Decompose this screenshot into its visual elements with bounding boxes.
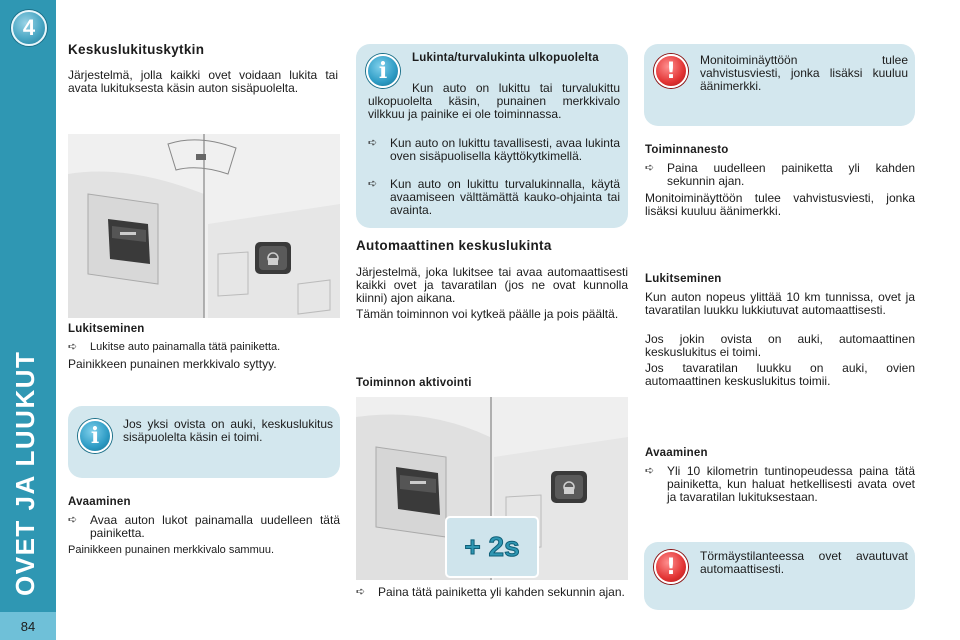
automatic-locking-default: Tämän toiminnon voi kytkeä päälle ja pois päältä. <box>356 307 619 321</box>
lock-result: Painikkeen punainen merkkivalo syttyy. <box>68 357 277 371</box>
open-bullet <box>68 514 340 540</box>
bullet-arrow-icon: ➪ <box>68 514 78 526</box>
info-box-bullet-2 <box>368 178 620 217</box>
automatic-locking-intro: Järjestelmä, joka lukitsee tai avaa automaattisesti kaikki ovet ja tavaratilan (jos ne ovat kunnolla kiinni) ajon aikana. <box>356 265 628 305</box>
activation-bullet <box>356 586 628 599</box>
info-box-external-locking-text: Kun auto on lukittu tai turvalukittu ulkopuolelta käsin, punainen merkkivalo vilkkuu ja painike ei ole toiminnassa. <box>368 81 620 121</box>
auto-open-bullet <box>645 465 915 504</box>
info-box-door-open <box>68 406 340 478</box>
auto-open-bullet-text: Yli 10 kilometrin tuntinopeudessa paina tätä painiketta, kun haluat hetkellisesti avata ovet ja tavaratilan lukituksestaan. <box>667 464 915 504</box>
page-number: 84 <box>20 618 36 634</box>
bullet-arrow-icon: ➪ <box>645 465 655 477</box>
page-number-box <box>0 612 56 640</box>
central-locking-intro: Järjestelmä, jolla kaikki ovet voidaan lukita tai avata lukituksesta käsin auton sisäpuolelta. <box>68 68 338 95</box>
warning-box-collision <box>644 542 915 610</box>
bullet-arrow-icon: ➪ <box>368 137 378 149</box>
press-duration-label: + 2s <box>464 531 520 562</box>
activation-bullet-text: Paina tätä painiketta yli kahden sekunnin ajan. <box>378 585 625 599</box>
bullet-arrow-icon: ➪ <box>68 341 78 353</box>
bullet-arrow-icon: ➪ <box>645 162 655 174</box>
warning-icon: ! <box>654 550 688 584</box>
chapter-title: OVET JA LUUKUT <box>10 350 40 596</box>
warning-box-collision-text: Törmäystilanteessa ovet avautuvat automaattisesti. <box>700 549 908 576</box>
activation-heading: Toiminnon aktivointi <box>356 377 472 389</box>
dashboard-button-illustration-2 <box>356 397 628 580</box>
warning-icon: ! <box>654 54 688 88</box>
section-title-automatic-locking: Automaattinen keskuslukinta <box>356 238 552 253</box>
open-bullet-text: Avaa auton lukot painamalla uudelleen tätä painiketta. <box>90 513 340 540</box>
dashboard-button-illustration-1 <box>68 134 340 318</box>
warning-box-confirmation <box>644 44 915 126</box>
auto-lock-paragraph-1: Kun auton nopeus ylittää 10 km tunnissa, ovet ja tavaratilan luukku lukkiutuvat automaattisesti. <box>645 290 915 317</box>
deactivation-bullet <box>645 162 915 188</box>
chapter-number: 4 <box>22 15 36 40</box>
info-box-door-open-text: Jos yksi ovista on auki, keskuslukitus sisäpuolelta käsin ei toimi. <box>123 417 333 444</box>
info-icon: i <box>366 54 400 88</box>
bullet-arrow-icon: ➪ <box>356 586 366 598</box>
chapter-badge <box>11 10 47 46</box>
info-icon: i <box>78 419 112 453</box>
open-result: Painikkeen punainen merkkivalo sammuu. <box>68 544 275 556</box>
auto-open-heading: Avaaminen <box>645 447 708 459</box>
auto-lock-paragraph-2: Jos jokin ovista on auki, automaattinen keskuslukitus ei toimi. <box>645 332 915 359</box>
info-box-bullet-1-text: Kun auto on lukittu tavallisesti, avaa lukinta oven sisäpuolisella käyttökytkimellä. <box>390 136 620 163</box>
warning-box-confirmation-text: Monitoiminäyttöön tulee vahvistusviesti, jonka lisäksi kuuluu äänimerkki. <box>700 53 908 93</box>
bullet-arrow-icon: ➪ <box>368 178 378 190</box>
deactivation-heading: Toiminnanesto <box>645 144 729 156</box>
auto-lock-paragraph-3: Jos tavaratilan luukku on auki, ovien automaattinen keskuslukitus toimii. <box>645 361 915 388</box>
open-heading: Avaaminen <box>68 496 131 508</box>
chapter-sidebar <box>0 0 56 640</box>
info-box-external-locking <box>356 44 628 228</box>
lock-bullet-text: Lukitse auto painamalla tätä painiketta. <box>90 341 281 353</box>
info-box-bullet-2-text: Kun auto on lukittu turvalukinnalla, käytä avaamiseen välttämättä kauko-ohjainta tai avainta. <box>390 177 620 217</box>
info-box-bullet-1 <box>368 137 620 163</box>
info-box-external-locking-title: Lukinta/turvalukinta ulkopuolelta <box>412 52 599 64</box>
section-title-central-locking: Keskuslukituskytkin <box>68 42 205 57</box>
auto-lock-heading: Lukitseminen <box>645 273 722 285</box>
lock-heading: Lukitseminen <box>68 323 145 335</box>
lock-bullet <box>68 341 340 354</box>
deactivation-result: Monitoiminäyttöön tulee vahvistusviesti, jonka lisäksi kuuluu äänimerkki. <box>645 191 915 218</box>
deactivation-bullet-text: Paina uudelleen painiketta yli kahden sekunnin ajan. <box>667 161 915 188</box>
